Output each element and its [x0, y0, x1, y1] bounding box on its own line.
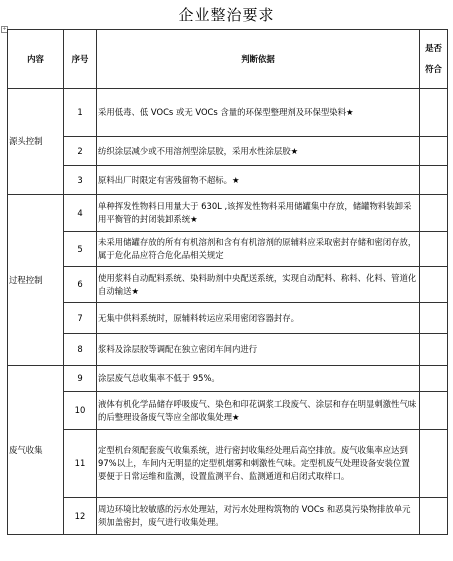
conform-cell[interactable] — [420, 498, 448, 535]
row-number: 7 — [64, 303, 97, 334]
basis-cell: 涂层废气总收集率不低于 95%。 — [97, 366, 420, 392]
basis-cell: 使用浆料自动配料系统、染料助剂中央配送系统，实现自动配料、称料、化料、管道化自动输送★ — [97, 267, 420, 303]
row-number: 12 — [64, 498, 97, 535]
header-category: 内容 — [8, 30, 64, 89]
basis-cell: 未采用储罐存放的所有有机溶剂和含有有机溶剂的原辅料应采取密封存储和密闭存放，属于危化品应符合危化品相关规定 — [97, 232, 420, 267]
row-number: 1 — [64, 89, 97, 137]
row-number: 11 — [64, 430, 97, 498]
category-cell-exhaust-collection: 废气收集 — [8, 366, 64, 535]
basis-cell: 液体有机化学品储存呼吸废气、染色和印花调浆工段废气、涂层和存在明显刺激性气味的后整理设备废气等应全部收集处理★ — [97, 392, 420, 430]
conform-cell[interactable] — [420, 267, 448, 303]
basis-cell: 单种挥发性物料日用量大于 630L ,该挥发性物料采用储罐集中存放，储罐物料装卸采用平衡管的封闭装卸系统★ — [97, 195, 420, 232]
table-row — [8, 498, 448, 535]
basis-cell: 定型机台须配套废气收集系统，进行密封收集经处理后高空排放。废气收集率应达到 97%以上，车间内无明显的定型机烟雾和刺激性气味。定型机废气处理设备安装位置要便于日常运维和监测，设置监测平台、监测通道和启闭式取样口。 — [97, 430, 420, 498]
requirements-table — [7, 29, 448, 535]
category-cell-source-control: 源头控制 — [8, 89, 64, 195]
conform-cell[interactable] — [420, 195, 448, 232]
table-row — [8, 89, 448, 137]
conform-cell[interactable] — [420, 89, 448, 137]
basis-cell: 周边环境比较敏感的污水处理站，对污水处理构筑物的 VOCs 和恶臭污染物排放单元须加盖密封，废气进行收集处理。 — [97, 498, 420, 535]
table-row — [8, 166, 448, 195]
row-number: 10 — [64, 392, 97, 430]
table-row — [8, 430, 448, 498]
row-number: 5 — [64, 232, 97, 267]
header-basis: 判断依据 — [97, 30, 420, 89]
basis-cell: 浆料及涂层胶等调配在独立密闭车间内进行 — [97, 334, 420, 366]
basis-cell: 纺织涂层减少或不用溶剂型涂层胶，采用水性涂层胶★ — [97, 137, 420, 166]
row-number: 4 — [64, 195, 97, 232]
table-row — [8, 137, 448, 166]
table-row — [8, 267, 448, 303]
table-row — [8, 195, 448, 232]
row-number: 2 — [64, 137, 97, 166]
row-number: 3 — [64, 166, 97, 195]
basis-cell: 无集中供料系统时，原辅料转运应采用密闭容器封存。 — [97, 303, 420, 334]
basis-cell: 原料出厂时限定有害残留物不超标。★ — [97, 166, 420, 195]
conform-cell[interactable] — [420, 166, 448, 195]
conform-cell[interactable] — [420, 334, 448, 366]
table-row — [8, 303, 448, 334]
page-title: 企业整治要求 — [178, 6, 275, 24]
conform-cell[interactable] — [420, 137, 448, 166]
table-header-row — [8, 30, 448, 89]
conform-cell[interactable] — [420, 303, 448, 334]
table-row — [8, 232, 448, 267]
table-anchor-icon[interactable]: + — [2, 26, 7, 32]
row-number: 8 — [64, 334, 97, 366]
row-number: 6 — [64, 267, 97, 303]
conform-cell[interactable] — [420, 430, 448, 498]
header-number: 序号 — [64, 30, 97, 89]
table-row — [8, 366, 448, 392]
basis-cell: 采用低毒、低 VOCs 或无 VOCs 含量的环保型整理剂及环保型染料★ — [97, 89, 420, 137]
table-row — [8, 334, 448, 366]
row-number: 9 — [64, 366, 97, 392]
header-conform: 是否符合 — [420, 30, 448, 89]
conform-cell[interactable] — [420, 392, 448, 430]
category-cell-process-control: 过程控制 — [8, 195, 64, 366]
conform-cell[interactable] — [420, 366, 448, 392]
table-row — [8, 392, 448, 430]
conform-cell[interactable] — [420, 232, 448, 267]
